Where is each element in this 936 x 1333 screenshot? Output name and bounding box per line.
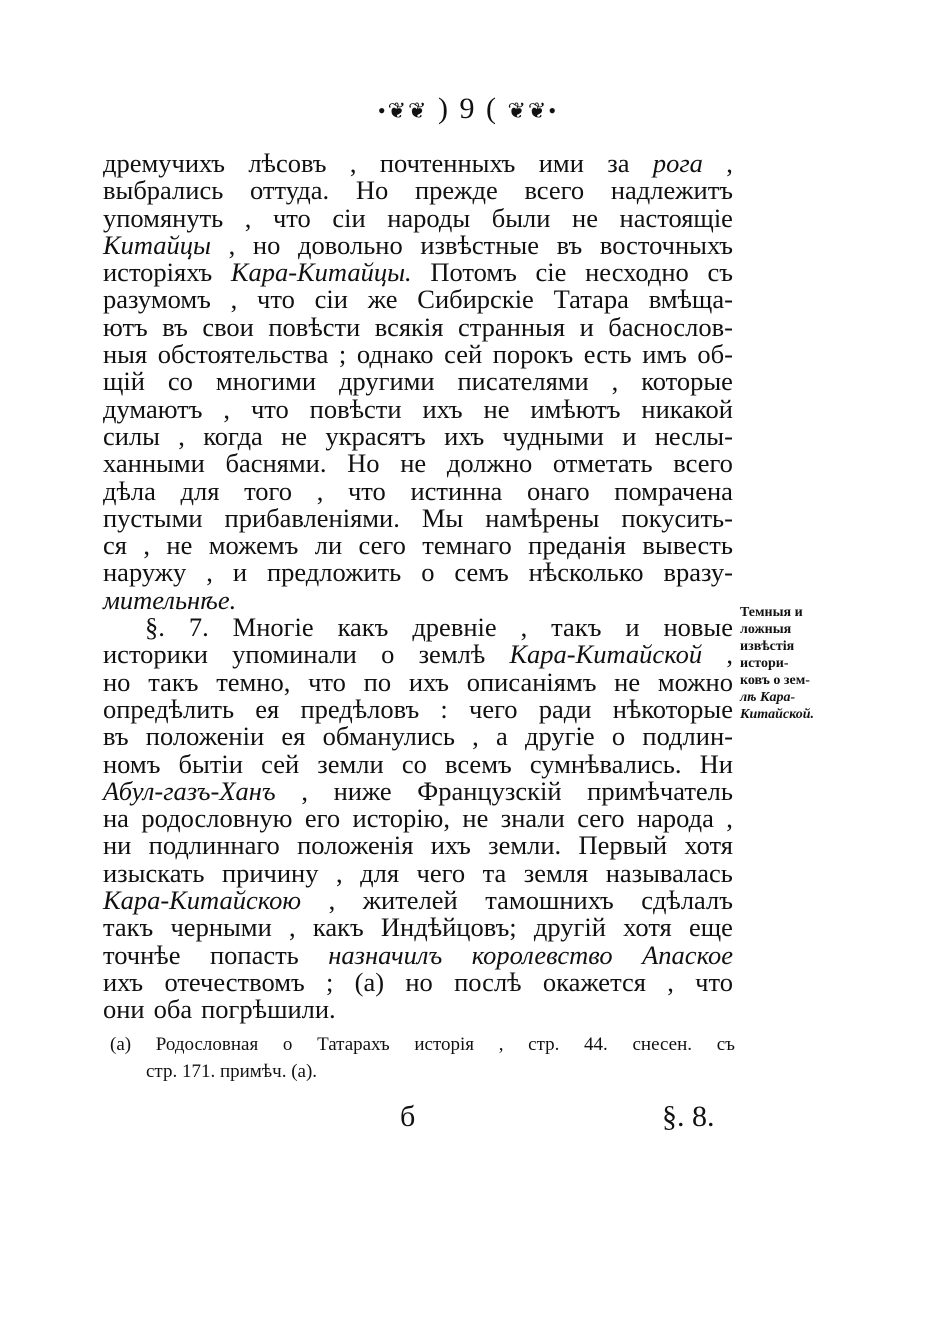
word: со [167, 366, 193, 397]
word: ими [538, 148, 584, 178]
word: прибавленіями. [224, 502, 400, 533]
word: , [328, 885, 336, 916]
word: наружу [103, 557, 187, 588]
marginal-note-line: Темныя и [740, 605, 803, 620]
word: об- [697, 339, 733, 370]
word: оба [153, 994, 193, 1025]
word: , [316, 475, 324, 506]
word: Ни [699, 748, 733, 779]
word: преданія [528, 530, 626, 561]
footnote-word: исторія [414, 1034, 475, 1055]
word: предѣловъ [300, 693, 420, 724]
word: всемъ [444, 748, 512, 779]
word: надлежитъ [610, 175, 733, 206]
word: попасть [209, 939, 299, 970]
word: изыскать [103, 857, 205, 888]
word: сіе [535, 257, 567, 288]
footnote-line-2: стр. 171. примѣч. (а). [146, 1061, 318, 1082]
word: , [726, 639, 733, 670]
word: ханными [103, 448, 205, 479]
word: о [421, 557, 435, 588]
text-line [103, 857, 733, 888]
word: можно [657, 666, 733, 697]
text-line [103, 614, 733, 641]
word: повѣсти [268, 311, 361, 342]
word: сдѣлалъ [641, 885, 733, 916]
word: ся [103, 530, 127, 561]
word: еще [688, 912, 733, 943]
word: опредѣлить [103, 693, 235, 724]
word: съ [707, 257, 733, 288]
word: причину [221, 857, 319, 888]
word: и [622, 420, 637, 451]
word: вразу- [663, 557, 733, 588]
word: дѣла [103, 475, 156, 506]
word: упомянуть [103, 202, 224, 233]
word: но [405, 966, 433, 997]
word: о [611, 721, 626, 752]
word: новые [663, 612, 733, 643]
word: писателями [457, 366, 589, 397]
word: подлин- [642, 721, 733, 752]
word: такъ [103, 912, 154, 943]
word: ; [325, 966, 334, 997]
word: свои [202, 311, 254, 342]
word: , [228, 229, 236, 260]
word: и [232, 557, 247, 588]
word: что [272, 202, 311, 233]
word: , [206, 557, 213, 588]
word: мительнѣе. [103, 584, 237, 615]
footnote [110, 1031, 735, 1085]
word: по [363, 666, 392, 697]
word: черными [170, 912, 272, 943]
paragraph-2 [103, 614, 733, 1023]
word: порокъ [492, 339, 574, 370]
word: положеніи [145, 721, 265, 752]
word: въ [162, 311, 188, 342]
word: сіи [314, 284, 348, 315]
word: ныя [103, 339, 148, 370]
text-line [103, 368, 733, 395]
word: §. [145, 612, 165, 643]
text-line [103, 393, 733, 424]
word: никакой [641, 393, 733, 424]
word: Потомъ [430, 257, 517, 288]
word: за [607, 148, 630, 178]
word: покусить- [621, 502, 733, 533]
word: рога [652, 148, 703, 178]
word: онаго [526, 475, 590, 506]
text-line [103, 805, 733, 832]
word: земли. [488, 830, 562, 861]
word: они [103, 994, 145, 1025]
word: сей [444, 339, 483, 370]
word: о [381, 639, 395, 670]
word: ихъ [430, 830, 471, 861]
word: сего [577, 803, 625, 834]
word: прежде [414, 175, 498, 206]
word: темнаго [422, 530, 512, 561]
text-line [103, 641, 733, 668]
word: , [667, 966, 674, 997]
word: тамошнихъ [485, 885, 614, 916]
text-line [103, 475, 733, 506]
word: обманулись [322, 721, 455, 752]
word: Кара-Китайскою [103, 885, 302, 916]
word: , [223, 393, 231, 424]
word: назначилъ [328, 939, 443, 970]
word: Татара [553, 284, 629, 315]
word: баснями. [225, 448, 327, 479]
word: дремучихъ [103, 148, 225, 178]
marginal-note-line: ложныя [740, 622, 792, 637]
word: что [250, 393, 289, 424]
text-line [103, 887, 733, 914]
word: Абул-газъ-Ханъ [103, 775, 276, 806]
word: ихъ [103, 966, 144, 997]
text-line [103, 693, 733, 724]
word: всего [524, 175, 585, 206]
word: землѣ [418, 639, 486, 670]
text-line [103, 723, 733, 750]
word: однако [356, 339, 434, 370]
word: , [178, 420, 185, 451]
word: Мы [421, 502, 464, 533]
text-line [103, 966, 733, 997]
word: чудными [502, 420, 604, 451]
word: : [440, 693, 448, 724]
word: ; [338, 339, 347, 370]
word: народа [636, 803, 714, 834]
word: извѣстные [420, 229, 540, 260]
text-line [103, 748, 733, 779]
word: на [103, 803, 129, 834]
word: сумнѣвались. [529, 748, 682, 779]
footnote-word: , [498, 1034, 504, 1055]
word: , [143, 530, 150, 561]
text-line [103, 939, 733, 970]
word: почтенныхъ [379, 148, 516, 178]
word: нѣкоторые [612, 693, 733, 724]
word: , [244, 202, 252, 233]
word: упоминали [232, 639, 357, 670]
word: , [349, 148, 357, 178]
text-line [103, 311, 733, 342]
word: хотя [684, 830, 733, 861]
word: можемъ [208, 530, 299, 561]
word: такъ [148, 666, 199, 697]
word: не [572, 202, 598, 233]
word: , [472, 721, 479, 752]
text-line [103, 177, 733, 204]
word: что [257, 284, 295, 315]
text-line [103, 341, 733, 368]
word: же [367, 284, 398, 315]
word: разумомъ [103, 284, 211, 315]
word: называлась [605, 857, 733, 888]
word: бытіи [178, 748, 243, 779]
word: послѣ [454, 966, 522, 997]
word: для [360, 857, 400, 888]
word: истинна [410, 475, 503, 506]
word: вывесть [642, 530, 733, 561]
text-line [103, 775, 733, 806]
word: Многіе [232, 612, 314, 643]
word: та [482, 857, 507, 888]
word: Кара-Китайской [509, 639, 703, 670]
word: не [400, 448, 427, 479]
word: ради [538, 693, 592, 724]
word: что [695, 966, 733, 997]
marginal-note-line: Китайской. [740, 707, 815, 722]
word: намѣрены [485, 502, 600, 533]
word: всего [673, 448, 733, 479]
footnote-word: Родословная [155, 1034, 259, 1055]
word: въ [556, 229, 583, 260]
word: когда [203, 420, 263, 451]
word: должно [446, 448, 533, 479]
word: Но [347, 448, 380, 479]
marginal-note-line: извѣстія [740, 639, 795, 654]
marginal-note [740, 604, 840, 723]
word: , [726, 803, 733, 834]
text-line [103, 832, 733, 859]
word: ихъ [408, 666, 449, 697]
word: и [625, 612, 640, 643]
word: отечествомъ [164, 966, 305, 997]
word: восточныхъ [599, 229, 733, 260]
word: его [304, 803, 341, 834]
word: лѣсовъ [248, 148, 327, 178]
text-line [103, 584, 733, 615]
word: не [483, 393, 510, 424]
word: исторію, [352, 803, 450, 834]
text-line [103, 259, 733, 286]
word: что [308, 666, 346, 697]
word: исторіяхъ [103, 257, 213, 288]
footnote-word: (а) [110, 1034, 132, 1055]
word: родословную [141, 803, 293, 834]
text-line [103, 996, 733, 1023]
word: такъ [551, 612, 602, 643]
word: помрачена [614, 475, 733, 506]
word: (а) [354, 966, 385, 997]
text-line [103, 559, 733, 586]
word: примѣчатель [587, 775, 733, 806]
word: Китайцы [103, 229, 212, 260]
word: ни [103, 830, 132, 861]
word: Кара-Китайцы. [230, 257, 412, 288]
word: украсятъ [325, 420, 426, 451]
text-line [103, 666, 733, 697]
word: настоящіе [619, 202, 733, 233]
word: , [611, 366, 619, 397]
footnote-word: снесен. [632, 1034, 693, 1055]
word: неслы- [654, 420, 733, 451]
text-line [103, 229, 733, 260]
word: древніе [412, 612, 497, 643]
word: сего [358, 530, 406, 561]
word: для [180, 475, 220, 506]
word: не [166, 530, 193, 561]
word: темно, [216, 666, 291, 697]
word: чего [469, 693, 518, 724]
word: земли [317, 748, 384, 779]
word: земля [523, 857, 589, 888]
word: въ [103, 721, 129, 752]
footnote-word: Татарахъ [317, 1034, 390, 1055]
page-number: ) 9 ( [438, 92, 498, 125]
word: историки [103, 639, 208, 670]
word: королевство [471, 939, 613, 970]
word: не [462, 803, 489, 834]
word: которые [641, 366, 733, 397]
word: ихъ [444, 420, 485, 451]
ornament-left-icon: •❦❦ [377, 98, 429, 123]
word: ниже [333, 775, 392, 806]
word: всякія [374, 311, 444, 342]
word: повѣсти [309, 393, 402, 424]
word: имъ [642, 339, 687, 370]
word: , [726, 148, 733, 178]
word: ихъ [422, 393, 463, 424]
marginal-note-line: ковъ о зем- [740, 673, 810, 688]
text-line [103, 914, 733, 941]
marginal-note-line: лѣ Кара- [740, 690, 796, 705]
word: окажется [542, 966, 646, 997]
word: не [614, 666, 641, 697]
word: что [347, 475, 386, 506]
word: хотя [623, 912, 672, 943]
word: ея [255, 693, 280, 724]
footnote-word: стр. [528, 1034, 560, 1055]
word: , [336, 857, 343, 888]
word: со [401, 748, 427, 779]
word: думаютъ [103, 393, 203, 424]
text-line [103, 450, 733, 477]
word: Сибирскіе [417, 284, 534, 315]
catchword: §. 8. [662, 1100, 715, 1133]
word: , [289, 912, 296, 943]
word: есть [583, 339, 632, 370]
word: , [301, 775, 308, 806]
word: несходно [585, 257, 689, 288]
word: оттуда. [250, 175, 330, 206]
word: многими [215, 366, 317, 397]
word: ея [281, 721, 306, 752]
word: довольно [298, 229, 403, 260]
footnote-word: 44. [584, 1034, 608, 1055]
footnote-line-1 [110, 1031, 735, 1058]
word: отметать [552, 448, 653, 479]
word: Французскій [417, 775, 562, 806]
word: описаніямъ [466, 666, 597, 697]
text-line [103, 202, 733, 233]
running-header [0, 92, 936, 126]
text-line [103, 502, 733, 533]
word: какъ [312, 912, 364, 943]
signature-mark: б [400, 1100, 416, 1133]
text-line [103, 286, 733, 313]
word: странныя [458, 311, 566, 342]
word: того [244, 475, 293, 506]
word: нѣсколько [528, 557, 644, 588]
word: положенія [297, 830, 414, 861]
word: пустыми [103, 502, 203, 533]
word: Индѣйцовъ; [380, 912, 517, 943]
word: Первый [578, 830, 668, 861]
word: но [252, 229, 281, 260]
marginal-note-line: истори- [740, 656, 789, 671]
word: , [520, 612, 528, 643]
text-line [103, 420, 733, 451]
word: ли [314, 530, 343, 561]
word: 7. [188, 612, 209, 643]
word: номъ [103, 748, 161, 779]
text-line [103, 150, 733, 177]
word: а [496, 721, 508, 752]
word: точнѣе [103, 939, 181, 970]
paragraph-1 [103, 150, 733, 614]
word: щій [103, 366, 145, 397]
word: знали [500, 803, 565, 834]
word: , [230, 284, 238, 315]
ornament-right-icon: ❦❦• [507, 98, 559, 123]
word: погрѣшили. [201, 994, 336, 1025]
word: баснослов- [608, 311, 733, 342]
word: не [281, 420, 308, 451]
word: подлиннаго [148, 830, 280, 861]
word: другіе [525, 721, 595, 752]
word: Апаское [642, 939, 733, 970]
word: другими [338, 366, 435, 397]
word: какъ [337, 612, 389, 643]
word: Но [355, 175, 389, 206]
word: выбрались [103, 175, 224, 206]
word: семъ [454, 557, 509, 588]
main-text [103, 150, 733, 1024]
word: жителей [362, 885, 458, 916]
word: вмѣща- [648, 284, 733, 315]
word: силы [103, 420, 160, 451]
word: чего [416, 857, 466, 888]
text-line [103, 532, 733, 559]
word: были [491, 202, 551, 233]
word: другій [533, 912, 606, 943]
word: сіи [332, 202, 366, 233]
word: имѣютъ [530, 393, 621, 424]
word: и [579, 311, 594, 342]
footnote-word: о [282, 1034, 293, 1055]
word: ютъ [103, 311, 148, 342]
word: сей [261, 748, 300, 779]
footnote-word: съ [716, 1034, 735, 1055]
word: народы [387, 202, 471, 233]
word: предложить [266, 557, 402, 588]
word: обстоятельства [157, 339, 329, 370]
word: но [103, 666, 131, 697]
